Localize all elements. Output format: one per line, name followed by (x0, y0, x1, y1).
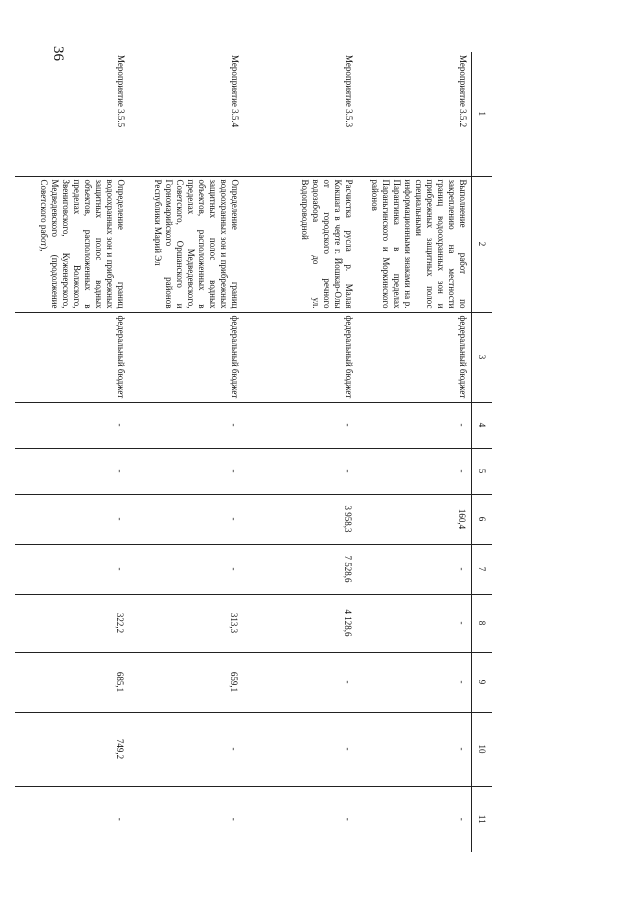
value-cell: 659,1 (130, 652, 244, 712)
value-cell: - (244, 712, 358, 786)
value-cell: 7 528,6 (244, 544, 358, 594)
rotated-table-container (39, 52, 492, 852)
table-row (244, 52, 358, 852)
budget-table (16, 52, 493, 852)
value-cell: 685,1 (16, 652, 130, 712)
column-header: 11 (472, 786, 493, 852)
value-cell: 749,2 (16, 712, 130, 786)
measure-description: Определение границ водоохранных зон и прибрежных защитных полос водных объектов, расположенных в пределах Медведевского, Советского, Оршанского и Горномарийского районов Республики Марий Эл (130, 176, 244, 312)
column-header: 10 (472, 712, 493, 786)
page-number: 36 (50, 46, 66, 61)
column-header: 8 (472, 594, 493, 652)
value-cell: - (16, 544, 130, 594)
table-row (130, 52, 244, 852)
column-header: 1 (472, 52, 493, 176)
value-cell: - (16, 402, 130, 448)
funding-source: федеральный бюджет (358, 312, 472, 402)
column-header: 2 (472, 176, 493, 312)
value-cell: 4 128,6 (244, 594, 358, 652)
value-cell: - (130, 544, 244, 594)
value-cell: - (343, 817, 354, 821)
header-row (472, 52, 493, 852)
table-row (358, 52, 472, 852)
value-cell: - (358, 712, 472, 786)
measure-description: Определение границ водоохранных зон и прибрежных защитных полос водных объектов, расположенных в пределах Волжского, Звениговского, Куженерского, Медведевского (продолжение Советского работ), (16, 176, 130, 312)
value-cell: 160,4 (358, 494, 472, 544)
value-cell: - (130, 402, 244, 448)
value-cell: - (457, 817, 467, 821)
value-cell: - (130, 448, 244, 494)
measure-id: Мероприятие 3.5.3 (244, 52, 358, 176)
funding-source: федеральный бюджет (16, 312, 130, 402)
column-header: 7 (472, 544, 493, 594)
measure-description: Расчистка русла р. Малая Кокшага в черте г. Йошкар-Олы от городского речного водозабора до ул. Водопроводной (244, 176, 358, 312)
column-header: 6 (472, 494, 493, 544)
value-cell: - (16, 448, 130, 494)
column-header: 4 (472, 402, 493, 448)
column-header: 3 (472, 312, 493, 402)
value-cell: - (358, 544, 472, 594)
value-cell: 313,3 (130, 594, 244, 652)
value-cell: - (229, 817, 240, 821)
value-cell: - (358, 402, 472, 448)
value-cell: - (244, 652, 358, 712)
value-cell: 3 958,3 (244, 494, 358, 544)
value-cell: 322,2 (16, 594, 130, 652)
funding-source: федеральный бюджет (130, 312, 244, 402)
value-cell: - (244, 402, 358, 448)
measure-id: Мероприятие 3.5.4 (130, 52, 244, 176)
measure-id: Мероприятие 3.5.2 (358, 52, 472, 176)
value-cell: - (130, 712, 244, 786)
value-cell: - (358, 594, 472, 652)
value-cell: - (358, 448, 472, 494)
funding-source: федеральный бюджет (244, 312, 358, 402)
table-row (16, 52, 130, 852)
column-header: 9 (472, 652, 493, 712)
value-cell: - (16, 494, 130, 544)
value-cell: - (244, 448, 358, 494)
value-cell: - (358, 652, 472, 712)
value-cell: - (130, 494, 244, 544)
measure-description: Выполнение работ по закреплению на местности границ водоохранных зон и прибрежных защитных полос специальными информационными знаками на р. Парангинка в пределах Параньгинского и Моркинского районов (358, 176, 472, 312)
value-cell: - (115, 817, 126, 821)
measure-id: Мероприятие 3.5.5 (16, 52, 130, 176)
column-header: 5 (472, 448, 493, 494)
